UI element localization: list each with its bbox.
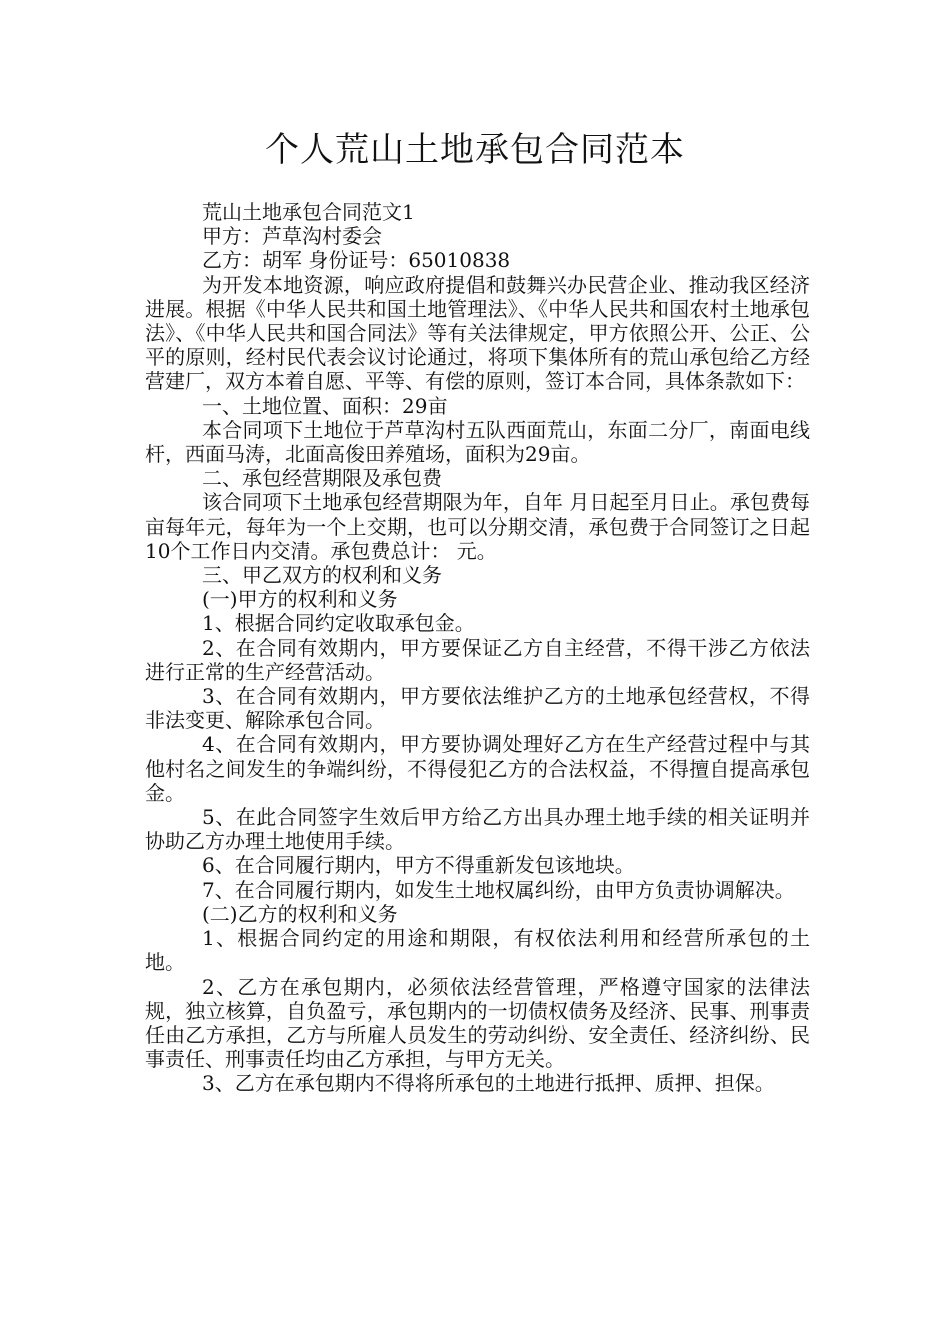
clause-a-5: 5、在此合同签字生效后甲方给乙方出具办理土地手续的相关证明并协助乙方办理土地使用手续。	[145, 805, 810, 854]
section-heading-rights: 三、甲乙双方的权利和义务	[202, 563, 442, 588]
paragraph-party-a: 甲方：芦草沟村委会	[202, 224, 382, 249]
clause-a-6: 6、在合同履行期内，甲方不得重新发包该地块。	[202, 853, 635, 878]
subsection-heading-party-b: (二)乙方的权利和义务	[202, 901, 398, 926]
clause-a-4: 4、在合同有效期内，甲方要协调处理好乙方在生产经营过程中与其他村名之间发生的争端纠纷，不得侵犯乙方的合法权益，不得擅自提高承包金。	[145, 732, 810, 805]
paragraph-heading-sample: 荒山土地承包合同范文1	[202, 200, 415, 224]
clause-a-1: 1、根据合同约定收取承包金。	[202, 611, 475, 636]
document-body	[145, 200, 810, 1096]
section-heading-location: 一、土地位置、面积：29亩	[202, 393, 448, 418]
clause-a-7: 7、在合同履行期内，如发生土地权属纠纷，由甲方负责协调解决。	[202, 877, 795, 902]
clause-b-1: 1、根据合同约定的用途和期限，有权依法利用和经营所承包的土地。	[145, 926, 810, 975]
clause-b-2: 2、乙方在承包期内，必须依法经营管理，严格遵守国家的法律法规，独立核算，自负盈亏，承包期内的一切债权债务及经济、民事、刑事责任由乙方承担，乙方与所雇人员发生的劳动纠纷、安全责任、经济纠纷、民事责任、刑事责任均由乙方承担，与甲方无关。	[145, 974, 810, 1072]
paragraph-location: 本合同项下土地位于芦草沟村五队西面荒山，东面二分厂，南面电线杆，西面马涛，北面高俊田养殖场，面积为29亩。	[145, 417, 810, 467]
document-title: 个人荒山土地承包合同范本	[265, 130, 685, 170]
clause-a-2: 2、在合同有效期内，甲方要保证乙方自主经营，不得干涉乙方依法进行正常的生产经营活动。	[145, 635, 810, 684]
paragraph-party-b: 乙方：胡军 身份证号：65010838	[202, 248, 511, 273]
paragraph-preamble: 为开发本地资源，响应政府提倡和鼓舞兴办民营企业、推动我区经济进展。根据《中华人民共和国土地管理法》、《中华人民共和国农村土地承包法》、《中华人民共和国合同法》等有关法律规定，甲方依照公开、公正、公平的原则，经村民代表会议讨论通过，将项下集体所有的荒山承包给乙方经营建厂，双方本着自愿、平等、有偿的原则，签订本合同，具体条款如下：	[145, 272, 810, 394]
clause-a-3: 3、在合同有效期内，甲方要依法维护乙方的土地承包经营权，不得非法变更、解除承包合同。	[145, 684, 810, 733]
subsection-heading-party-a: (一)甲方的权利和义务	[202, 587, 398, 612]
section-heading-term-fee: 二、承包经营期限及承包费	[202, 466, 442, 491]
clause-b-3: 3、乙方在承包期内不得将所承包的土地进行抵押、质押、担保。	[202, 1071, 775, 1096]
paragraph-term-fee: 该合同项下土地承包经营期限为年，自年 月日起至月日止。承包费每亩每年元，每年为一个上交期，也可以分期交清，承包费于合同签订之日起10个工作日内交清。承包费总计： 元。	[145, 490, 810, 563]
